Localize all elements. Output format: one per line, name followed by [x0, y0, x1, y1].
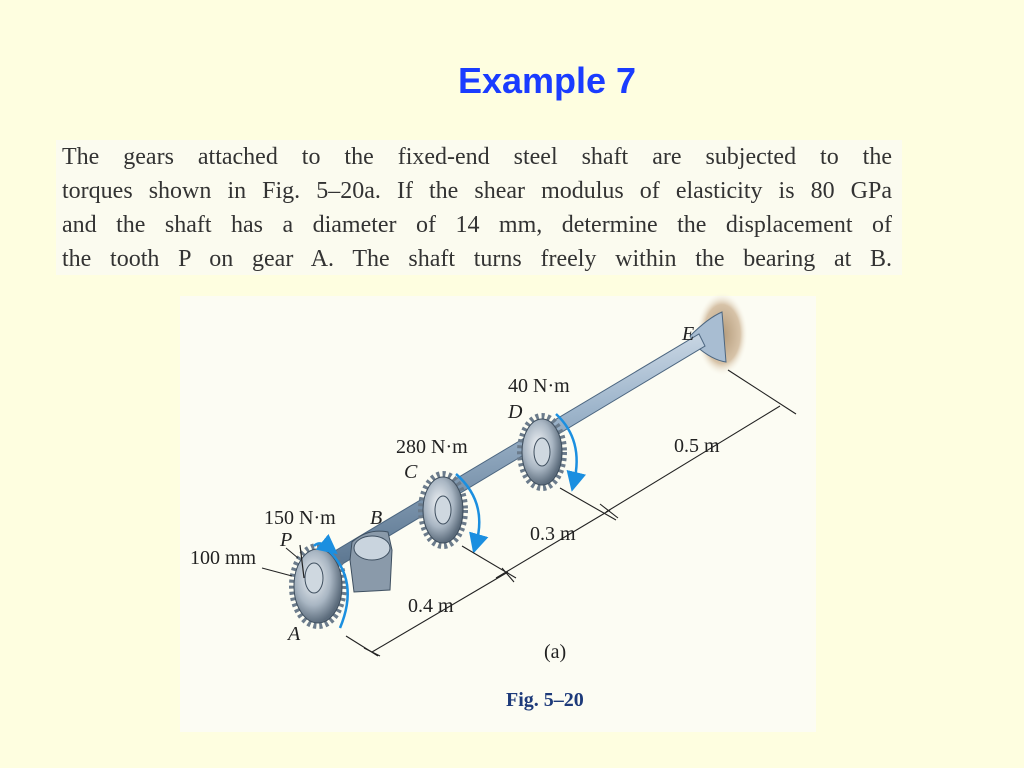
label-a: A — [288, 623, 301, 645]
label-b: B — [370, 507, 383, 529]
label-p: P — [280, 529, 293, 551]
torque-label-d: 40 N·m — [508, 375, 570, 397]
problem-line: torques shown in Fig. 5–20a. If the shear modulus of elasticity is 80 GPa — [62, 178, 892, 204]
dimension-cd: 0.3 m — [530, 523, 576, 545]
leader-radius — [262, 568, 292, 576]
bearing-b — [350, 531, 392, 592]
problem-line: the tooth P on gear A. The shaft turns freely within the bearing at B. — [62, 246, 892, 272]
subfigure-label: (a) — [544, 641, 567, 663]
slide-title: Example 7 — [457, 60, 637, 101]
figure-caption: Fig. 5–20 — [506, 689, 584, 711]
torque-label-c: 280 N·m — [396, 436, 468, 458]
gear-c — [421, 474, 465, 546]
label-c: C — [404, 461, 418, 483]
dimension-ac: 0.4 m — [408, 595, 454, 617]
problem-line: and the shaft has a diameter of 14 mm, determine the displacement of — [62, 212, 892, 238]
label-e: E — [682, 323, 695, 345]
torque-label-a: 150 N·m — [264, 507, 336, 529]
label-d: D — [508, 401, 523, 423]
torque-arrow-a-head — [314, 543, 330, 548]
gear-d — [520, 416, 564, 488]
radius-label: 100 mm — [190, 547, 257, 569]
dimension-de: 0.5 m — [674, 435, 720, 457]
problem-line: The gears attached to the fixed-end steel shaft are subjected to the — [62, 144, 892, 170]
